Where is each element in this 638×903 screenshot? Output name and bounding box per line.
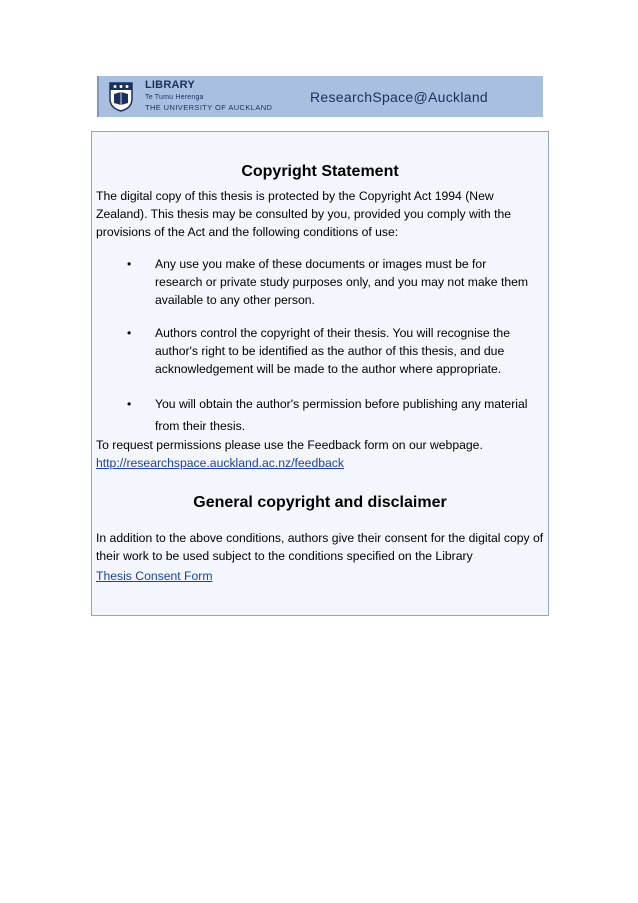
researchspace-logo: ResearchSpace@Auckland — [310, 89, 489, 105]
disclaimer-paragraph — [96, 529, 544, 585]
university-crest-icon — [108, 81, 134, 112]
disclaimer-text: In addition to the above conditions, authors give their consent for the digital copy of their work to be used subject to the conditions specified on the Library — [96, 531, 544, 563]
disclaimer-title: General copyright and disclaimer — [193, 494, 447, 511]
library-wordmark — [145, 80, 272, 112]
header-banner — [97, 76, 543, 117]
library-subtitle: Te Tumu Herenga — [145, 94, 204, 101]
intro-paragraph: The digital copy of this thesis is protected by the Copyright Act 1994 (New Zealand). This thesis may be consulted by you, provided you comply with the provisions of the Act and the following conditions of use: — [96, 189, 512, 239]
permissions-paragraph — [96, 436, 544, 472]
thesis-consent-form-link[interactable]: Thesis Consent Form — [96, 569, 213, 583]
list-item: • Authors control the copyright of their thesis. You will recognise the author's right to be identified as the author of this thesis, and due acknowledgement will be made to the author where appropriate. — [122, 324, 534, 378]
university-name: THE UNIVERSITY OF AUCKLAND — [145, 103, 273, 112]
list-item: • You will obtain the author's permission before publishing any material from their thesis. — [122, 393, 534, 437]
feedback-link[interactable]: http://researchspace.auckland.ac.nz/feedback — [96, 456, 344, 470]
copyright-statement-title: Copyright Statement — [241, 163, 399, 180]
library-title: LIBRARY — [145, 79, 195, 91]
list-item: • Any use you make of these documents or images must be for research or private study purposes only, and you may not make them available to any other person. — [122, 255, 534, 309]
conditions-list — [122, 255, 534, 437]
permissions-text: To request permissions please use the Feedback form on our webpage. — [96, 438, 483, 452]
copyright-statement-box — [91, 131, 549, 616]
